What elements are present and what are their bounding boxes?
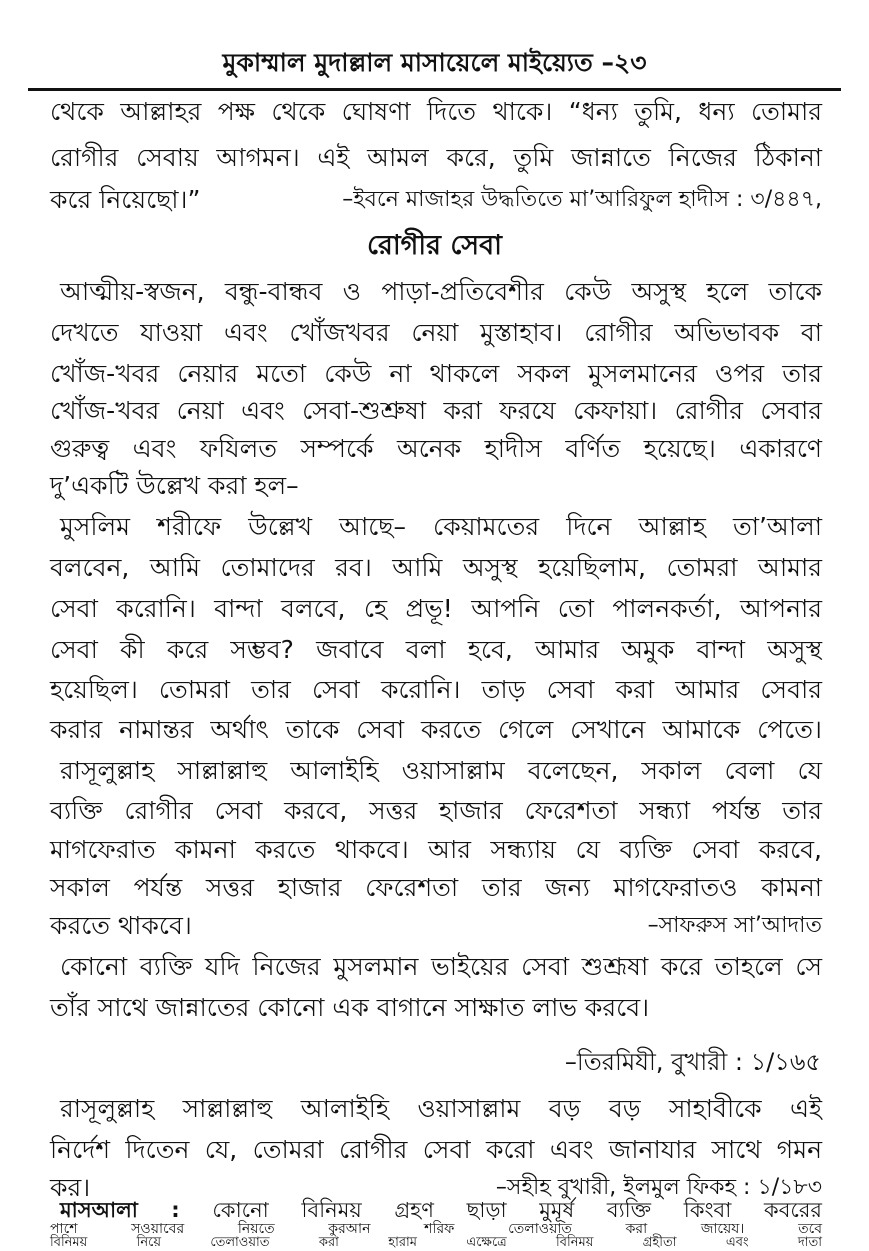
para6-line-1 bbox=[50, 1197, 822, 1223]
para3-line-4: সকাল পর্যন্ত সত্তর হাজার ফেরেশতা তার জন্য মাগফেরাতও কামনা bbox=[50, 873, 822, 902]
para2-line-2: বলবেন, আমি তোমাদের রব। আমি অসুস্থ হয়েছিলাম, তোমরা আমার bbox=[50, 553, 822, 582]
para5-citation: –সহীহ বুখারী, ইলমুল ফিকহ : ১/১৮৩ bbox=[495, 1175, 822, 1200]
para5-line-1: রাসূলুল্লাহ সাল্লাল্লাহু আলাইহি ওয়াসাল্লাম বড় বড় সাহাবীকে এই bbox=[60, 1094, 822, 1123]
para2-line-3: সেবা করোনি। বান্দা বলবে, হে প্রভূ! আপনি তো পালনকর্তা, আপনার bbox=[50, 594, 822, 623]
para1-line-1: আত্মীয়-স্বজন, বন্ধু-বান্ধব ও পাড়া-প্রতিবেশীর কেউ অসুস্থ হলে তাকে bbox=[60, 277, 822, 306]
para2-line-6: করার নামান্তর অর্থাৎ তাকে সেবা করতে গেলে সেখানে আমাকে পেতে। bbox=[50, 715, 822, 744]
para5-last-text: কর। bbox=[50, 1173, 91, 1202]
para3-line-2: ব্যক্তি রোগীর সেবা করবে, সত্তর হাজার ফেরেশতা সন্ধ্যা পর্যন্ত তার bbox=[50, 796, 822, 825]
intro-citation: –ইবনে মাজাহর উদ্ধতিতে মা’আরিফুল হাদীস : ৩/৪৪৭, bbox=[342, 187, 822, 212]
running-header bbox=[28, 46, 841, 91]
para5-line-2: নির্দেশ দিতেন যে, তোমরা রোগীর সেবা করো এবং জানাযার সাথে গমন bbox=[50, 1135, 822, 1164]
para1-line-3: খোঁজ-খবর নেয়ার মতো কেউ না থাকলে সকল মুসলমানের ওপর তার bbox=[50, 359, 822, 388]
intro-line-2: রোগীর সেবায় আগমন। এই আমল করে, তুমি জান্নাতে নিজের ঠিকানা bbox=[50, 143, 822, 172]
para2-line-1: মুসলিম শরীফে উল্লেখ আছে– কেয়ামতের দিনে আল্লাহ তা’আলা bbox=[60, 512, 822, 541]
para1-line-2: দেখতে যাওয়া এবং খোঁজখবর নেয়া মুস্তাহাব। রোগীর অভিভাবক বা bbox=[50, 318, 822, 347]
para2-line-4: সেবা কী করে সম্ভব? জবাবে বলা হবে, আমার অমুক বান্দা অসুস্থ bbox=[50, 635, 822, 664]
para6-first-rest: কোনো বিনিময় গ্রহণ ছাড়া মুমূর্ষ ব্যক্তি কিংবা কবরের bbox=[212, 1198, 822, 1222]
para3-line-1: রাসূলুল্লাহ সাল্লাল্লাহু আলাইহি ওয়াসাল্লাম বলেছেন, সকাল বেলা যে bbox=[60, 756, 822, 785]
masala-label: মাসআলা : bbox=[60, 1198, 180, 1222]
para3-citation: –সাফরুস সা’আদাত bbox=[647, 913, 822, 938]
intro-last-text: করে নিয়েছো।” bbox=[50, 185, 201, 214]
para4-line-2: তাঁর সাথে জান্নাতের কোনো এক বাগানে সাক্ষাত লাভ করবে। bbox=[50, 993, 650, 1022]
para2-line-5: হয়েছিল। তোমরা তার সেবা করোনি। তাড় সেবা করা আমার সেবার bbox=[50, 675, 822, 704]
section-title: রোগীর সেবা bbox=[367, 230, 502, 261]
para1-line-5: গুরুত্ব এবং ফযিলত সম্পর্কে অনেক হাদীস বর্ণিত হয়েছে। একারণে bbox=[50, 434, 822, 463]
intro-line-1: থেকে আল্লাহর পক্ষ থেকে ঘোষণা দিতে থাকে। “ধন্য তুমি, ধন্য তোমার bbox=[50, 97, 822, 126]
para3-line-5 bbox=[50, 904, 822, 948]
para6-line-3: বিনিময় নিয়ে তেলাওয়াত করা হারাম এক্ষেত্রে বিনিময় গ্রহীতা এবং দাতা bbox=[50, 1235, 822, 1250]
para4-citation: –তিরমিযী, বুখারী : ১/১৬৫ bbox=[564, 1048, 821, 1076]
header-title: মুকাম্মাল মুদাল্লাল মাসায়েলে মাইয়্যেত –২৩ bbox=[222, 48, 647, 77]
para1-line-4: খোঁজ-খবর নেয়া এবং সেবা-শুশ্রুষা করা ফরযে কেফায়া। রোগীর সেবার bbox=[50, 396, 822, 425]
intro-line-3 bbox=[50, 178, 822, 222]
para3-line-3: মাগফেরাত কামনা করতে থাকবে। আর সন্ধ্যায় যে ব্যক্তি সেবা করবে, bbox=[50, 835, 822, 864]
para4-line-1: কোনো ব্যক্তি যদি নিজের মুসলমান ভাইয়ের সেবা শুশ্রূষা করে তাহলে সে bbox=[60, 952, 822, 981]
para1-line-6: দু’একটি উল্লেখ করা হল– bbox=[50, 471, 299, 500]
para6-line-2: পাশে সওয়াবের নিয়তে কুরআন শরিফ তেলাওয়াত করা জায়েয। তবে bbox=[50, 1221, 822, 1237]
para3-last-text: করতে থাকবে। bbox=[50, 911, 192, 940]
